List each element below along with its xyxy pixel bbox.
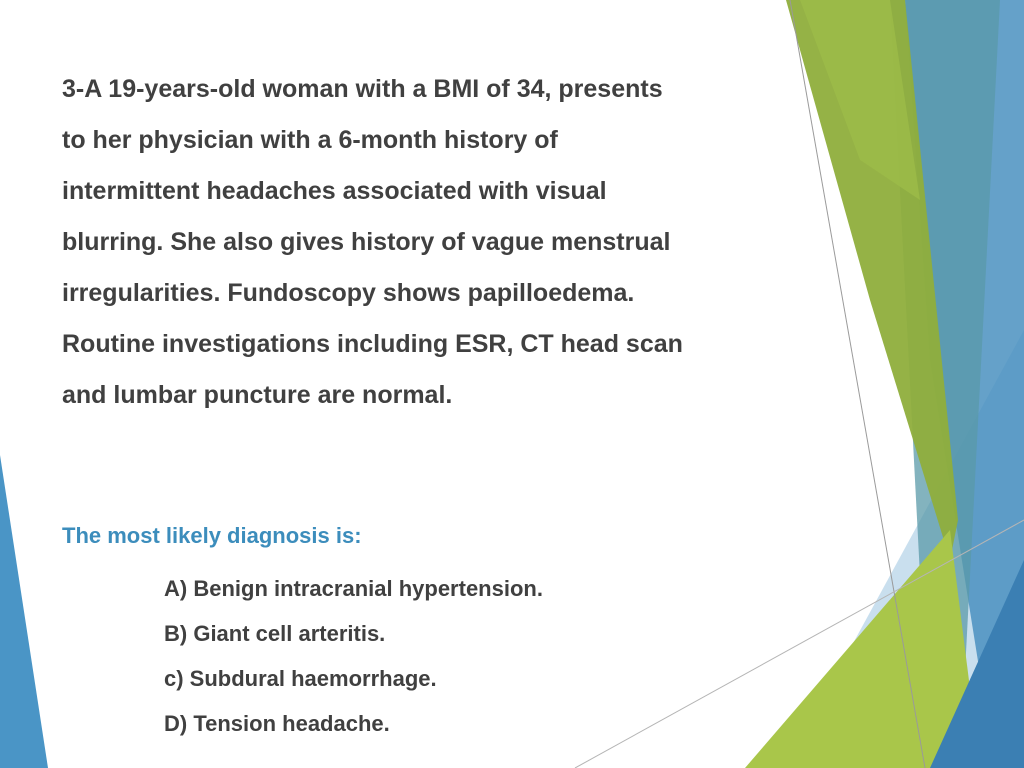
option-d: D) Tension headache. bbox=[164, 711, 390, 736]
option-b: B) Giant cell arteritis. bbox=[164, 621, 386, 646]
question-line: intermittent headaches associated with visual bbox=[62, 177, 607, 205]
question-line: Routine investigations including ESR, CT head scan bbox=[62, 330, 683, 358]
question-line: to her physician with a 6-month history of bbox=[62, 126, 558, 154]
option-c: c) Subdural haemorrhage. bbox=[164, 666, 437, 691]
option-a: A) Benign intracranial hypertension. bbox=[164, 576, 543, 601]
question-line: and lumbar puncture are normal. bbox=[62, 381, 453, 409]
bottom-lime-triangle bbox=[745, 530, 980, 768]
question-line: blurring. She also gives history of vague menstrual bbox=[62, 228, 671, 256]
question-line: irregularities. Fundoscopy shows papilloedema. bbox=[62, 279, 635, 307]
answer-options bbox=[164, 566, 543, 746]
question-text bbox=[62, 64, 782, 421]
diagnosis-prompt: The most likely diagnosis is: bbox=[62, 523, 362, 548]
question-line: 3-A 19-years-old woman with a BMI of 34, presents bbox=[62, 75, 663, 103]
left-blue-sliver bbox=[0, 455, 48, 768]
